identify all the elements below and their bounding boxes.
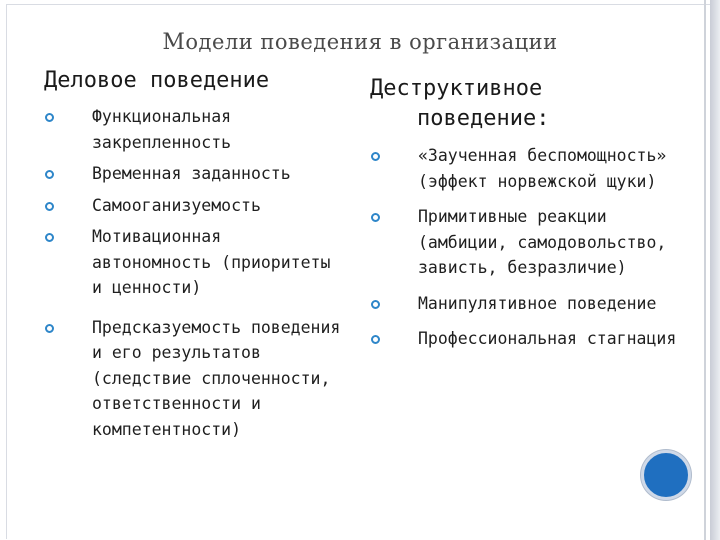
list-item-text: Манипулятивное поведение [418, 293, 657, 313]
list-item-text: Функциональная закрепленность [92, 107, 232, 152]
list-item-text: Профессиональная стагнация [418, 329, 677, 348]
slide-edge-line [704, 0, 706, 540]
bullet-icon [45, 113, 54, 122]
bullet-icon [45, 170, 54, 179]
list-item-text: Самооганизуемость [92, 195, 261, 215]
right-heading-line2: поведение: [417, 106, 550, 131]
list-item-text: Предсказуемость поведения и его результатов (следствие сплоченности, ответственности и компетентности) [92, 317, 341, 439]
list-item [40, 161, 350, 187]
blue-circle-icon [641, 450, 691, 500]
list-item-text: Мотивационная автономность (приоритеты и ценности) [92, 227, 331, 297]
bullet-icon [371, 300, 380, 309]
list-item [366, 204, 696, 281]
list-item-text: Примитивные реакции (амбиции, самодовольство, зависть, безразличие) [418, 207, 667, 277]
list-item [40, 224, 350, 301]
slide-title-rest: одели поведения в организации [185, 30, 558, 54]
slide-edge-band [710, 0, 720, 540]
right-bullet-list [366, 143, 696, 358]
right-column-heading [370, 74, 549, 134]
list-item [366, 143, 696, 194]
bullet-icon [371, 335, 380, 344]
bullet-icon [45, 202, 54, 211]
list-item [366, 326, 696, 352]
bullet-icon [371, 152, 380, 161]
left-bullet-list [40, 104, 350, 448]
left-column-heading: Деловое поведение [44, 68, 270, 93]
list-item [40, 104, 350, 155]
list-item-text: Временная заданность [92, 164, 291, 183]
slide-title [0, 30, 720, 55]
list-item-text: «Заученная беспомощность» (эффект норвежской щуки) [418, 146, 667, 191]
bullet-icon [45, 233, 54, 242]
right-heading-line1: Деструктивное [370, 76, 543, 101]
list-item [40, 315, 350, 443]
slide-title-initial: М [162, 30, 186, 55]
list-item [40, 193, 350, 219]
bullet-icon [45, 324, 54, 333]
list-item [366, 291, 696, 317]
bullet-icon [371, 213, 380, 222]
